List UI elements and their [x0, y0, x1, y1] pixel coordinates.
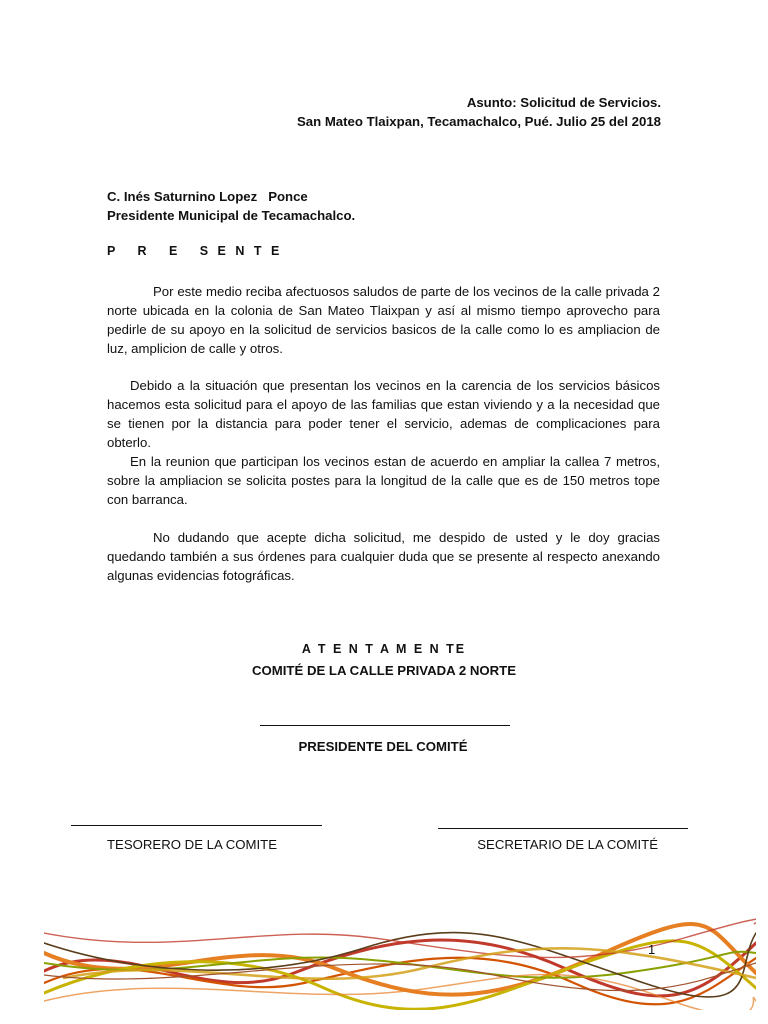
- president-signature-line: [260, 725, 510, 726]
- decorative-waves-graphic: [44, 913, 756, 1010]
- president-label: PRESIDENTE DEL COMITÉ: [298, 739, 468, 754]
- secretary-signature-line: [438, 828, 688, 829]
- recipient-name: C. Inés Saturnino Lopez Ponce: [107, 189, 308, 204]
- secretary-label: SECRETARIO DE LA COMITÉ: [477, 837, 658, 852]
- place-date-line: San Mateo Tlaixpan, Tecamachalco, Pué. Julio 25 del 2018: [296, 114, 661, 129]
- committee-name: COMITÉ DE LA CALLE PRIVADA 2 NORTE: [252, 663, 516, 678]
- body-paragraph-2: Debido a la situación que presentan los vecinos en la carencia de los servicios básicos hacemos esta solicitud para el apoyo de las familias que estan viviendo y a la necesidad que se tienen por la distancia para poder tener el servicio, ademas de complicaciones para obterlo.: [107, 378, 660, 450]
- subject-line: Asunto: Solicitud de Servicios.: [466, 95, 661, 110]
- body-paragraph-3: En la reunion que participan los vecinos estan de acuerdo en ampliar la callea 7 metros, sobre la ampliacion se solicita postes para la longitud de la calle que es de 150 metros tope con barranca.: [107, 454, 660, 507]
- decorative-wave-band: [44, 913, 756, 1010]
- body-paragraph-1: Por este medio reciba afectuosos saludos de parte de los vecinos de la calle privada 2 norte ubicada en la colonia de San Mateo Tlaixpan y así al mismo tiempo aprovecho para pedirle de su apoyo en la solicitud de servicios basicos de la calle como lo es ampliacion de luz, amplicion de calle y otros.: [107, 284, 660, 356]
- closing-salutation: A T E N T A M E N TE: [301, 642, 467, 656]
- treasurer-label: TESORERO DE LA COMITE: [107, 837, 278, 852]
- greeting: P R E S E N T E: [107, 244, 283, 258]
- body-paragraph-4: No dudando que acepte dicha solicitud, me despido de usted y le doy gracias quedando también a sus órdenes para cualquier duda que se presente al respecto anexando algunas evidencias fotográficas.: [107, 530, 660, 583]
- treasurer-signature-line: [71, 825, 322, 826]
- recipient-title: Presidente Municipal de Tecamachalco.: [107, 208, 356, 223]
- page-number: 1: [648, 942, 656, 957]
